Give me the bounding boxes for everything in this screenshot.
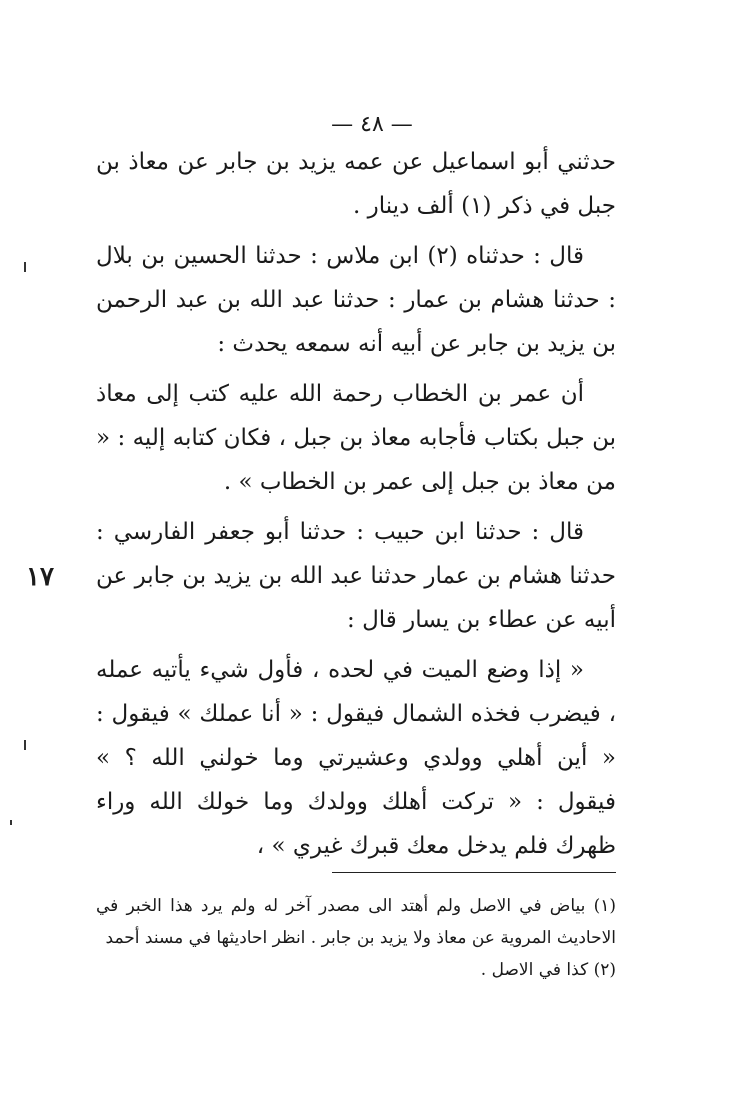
main-text (96, 140, 616, 874)
paragraph: قال : حدثناه (٢) ابن ملاس : حدثنا الحسين بن بلال : حدثنا هشام بن عمار : حدثنا عبد الله بن عبد الرحمن بن يزيد بن جابر عن أبيه أنه سمعه يحدث : (96, 243, 616, 357)
page-number: — ٤٨ — (331, 112, 413, 137)
margin-marker: ١٧ (26, 562, 54, 592)
tick-mark (24, 740, 26, 750)
paragraph: « إذا وضع الميت في لحده ، فأول شيء يأتيه عمله ، فيضرب فخذه الشمال فيقول : « أنا عملك » فيقول : « أين أهلي وولدي وعشيرتي وما خولني الله ؟ » فيقول : « تركت أهلك وولدك وما خولك الله وراء ظهرك فلم يدخل معك قبرك غيري » ، (96, 657, 616, 859)
tick-mark (24, 262, 26, 272)
tick-mark (10, 820, 12, 825)
paragraph: أن عمر بن الخطاب رحمة الله عليه كتب إلى معاذ بن جبل بكتاب فأجابه معاذ بن جبل ، فكان كتابه إليه : « من معاذ بن جبل إلى عمر بن الخطاب » . (96, 381, 616, 495)
paragraph: قال : حدثنا ابن حبيب : حدثنا أبو جعفر الفارسي : حدثنا هشام بن عمار حدثنا عبد الله بن يزيد بن جابر عن أبيه عن عطاء بن يسار قال : (96, 519, 616, 633)
paragraph: حدثني أبو اسماعيل عن عمه يزيد بن جابر عن معاذ بن جبل في ذكر (١) ألف دينار . (96, 149, 616, 219)
footnote: (٢) كذا في الاصل . (480, 960, 616, 980)
footnotes (96, 890, 616, 986)
footnote-rule (332, 872, 616, 873)
footnote: (١) بياض في الاصل ولم أهتد الى مصدر آخر له ولم يرد هذا الخبر في الاحاديث المروية عن معاذ ولا يزيد بن جابر . انظر احاديثها في مسند أحمد (96, 896, 616, 948)
